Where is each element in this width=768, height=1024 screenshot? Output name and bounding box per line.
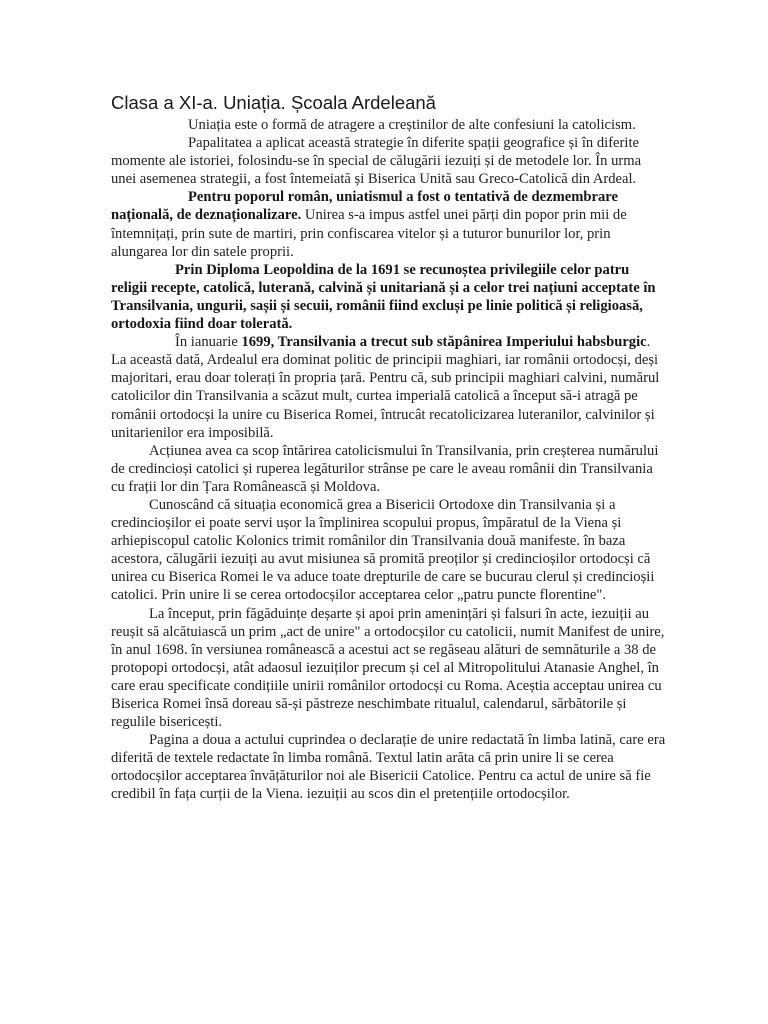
- paragraph-4-bold: Prin Diploma Leopoldina de la 1691 se recunoștea privilegiile celor patru religii recepte, catolică, luterană, calvină și unitariană și a celor trei națiuni acceptate în Transilvania, ungurii, sașii și secuii, românii fiind excluși pe linie politică și religioasă, ortodoxia fiind doar tolerată.: [111, 261, 656, 333]
- paragraph-9: [111, 731, 666, 803]
- paragraph-5-text: . La această dată, Ardealul era dominat politic de principii maghiari, iar românii ortodocși, deși majoritari, erau doar tolerați în propria țară. Pentru că, sub principii maghiari calvini, numărul catolicilor din Transilvania a scăzut mult, curtea imperială catolică a început să-i atragă pe românii ortodocși la unire cu Biserica Romei, întrucât recatolicizarea luteranilor, calvinilor și unitarienilor era imposibilă.: [111, 334, 660, 441]
- paragraph-6-text: Acțiunea avea ca scop întărirea catolicismului în Transilvania, prin creșterea numărului de credincioși catolici și ruperea legăturilor strânse pe care le aveau românii din Transilvania cu frații lor din Țara Românească și Moldova.: [111, 442, 659, 495]
- paragraph-8-text: La început, prin făgăduințe deșarte și apoi prin amenințări și falsuri în acte, iezuiții au reușit să alcătuiască un prim „act de unire" a ortodocșilor cu catolicii, numit Manifest de unire, în anul 1698. în versiunea românească a acestui act se regăseau alături de semnăturile a 38 de protopopi ortodocși, atât adaosul iezuiților precum și cel al Mitropolitului Atanasie Anghel, în care erau specificate condițiile unirii românilor ortodocși cu Roma. Aceștia acceptau unirea cu Biserica Romei însă doreau să-și păstreze neschimbate ritualul, calendarul, sărbătorile și regulile bisericești.: [111, 605, 665, 731]
- paragraph-8: [111, 605, 666, 732]
- paragraph-3: [111, 188, 666, 260]
- paragraph-5-bold: 1699, Transilvania a trecut sub stăpânirea Imperiului habsburgic: [241, 334, 647, 351]
- page-title: Clasa a XI-a. Uniația. Școala Ardeleană: [111, 92, 436, 113]
- paragraph-5: [111, 333, 666, 442]
- paragraph-5-pre: În ianuarie: [175, 334, 242, 351]
- paragraph-3-bold: Pentru poporul român, uniatismul a fost o tentativă de dezmembrare națională, de deznaționalizare.: [111, 189, 618, 224]
- paragraph-7-text: Cunoscând că situația economică grea a Bisericii Ortodoxe din Transilvania și a credincioșilor ei poate servi ușor la împlinirea scopului propus, împăratul de la Viena și arhiepiscopul catolic Kolonics trimit românilor din Transilvania două manifeste. în baza acestora, călugării iezuiți au avut misiunea să promită preoților și credincioșilor ortodocși că unirea cu Biserica Romei le va aduce toate drepturile de care se bucurau clerul și credincioșii catolici. Prin unire li se cerea ortodocșilor acceptarea celor „patru puncte florentine".: [111, 496, 655, 604]
- paragraph-4: [111, 261, 666, 333]
- paragraph-2: [111, 134, 666, 188]
- paragraph-1: [111, 116, 666, 134]
- paragraph-2-text: Papalitatea a aplicat această strategie în diferite spații geografice și în diferite momente ale istoriei, folosindu-se în special de călugării iezuiți și de metodele lor. În urma unei asemenea strategii, a fost întemeiată și Biserica Unită sau Greco-Catolică din Ardeal.: [111, 135, 642, 188]
- paragraph-7: [111, 496, 666, 605]
- paragraph-6: [111, 442, 666, 496]
- document-page: [111, 92, 666, 804]
- paragraph-1-text: Uniația este o formă de atragere a creștinilor de alte confesiuni la catolicism.: [188, 117, 636, 133]
- paragraph-3-text: Unirea s-a impus astfel unei părți din popor prin mii de întemnițați, prin sute de martiri, prin confiscarea vitelor și a tuturor bunurilor lor, prin alungarea lor din satele proprii.: [111, 207, 627, 260]
- paragraph-9-text: Pagina a doua a actului cuprindea o declarație de unire redactată în limba latină, care era diferită de textele redactate în limba română. Textul latin arăta că prin unire li se cerea ortodocșilor acceptarea învățăturilor noi ale Bisericii Catolice. Pentru ca actul de unire să fie credibil în fața curții de la Viena. iezuiții au scos din el pretențiile ortodocșilor.: [111, 732, 666, 803]
